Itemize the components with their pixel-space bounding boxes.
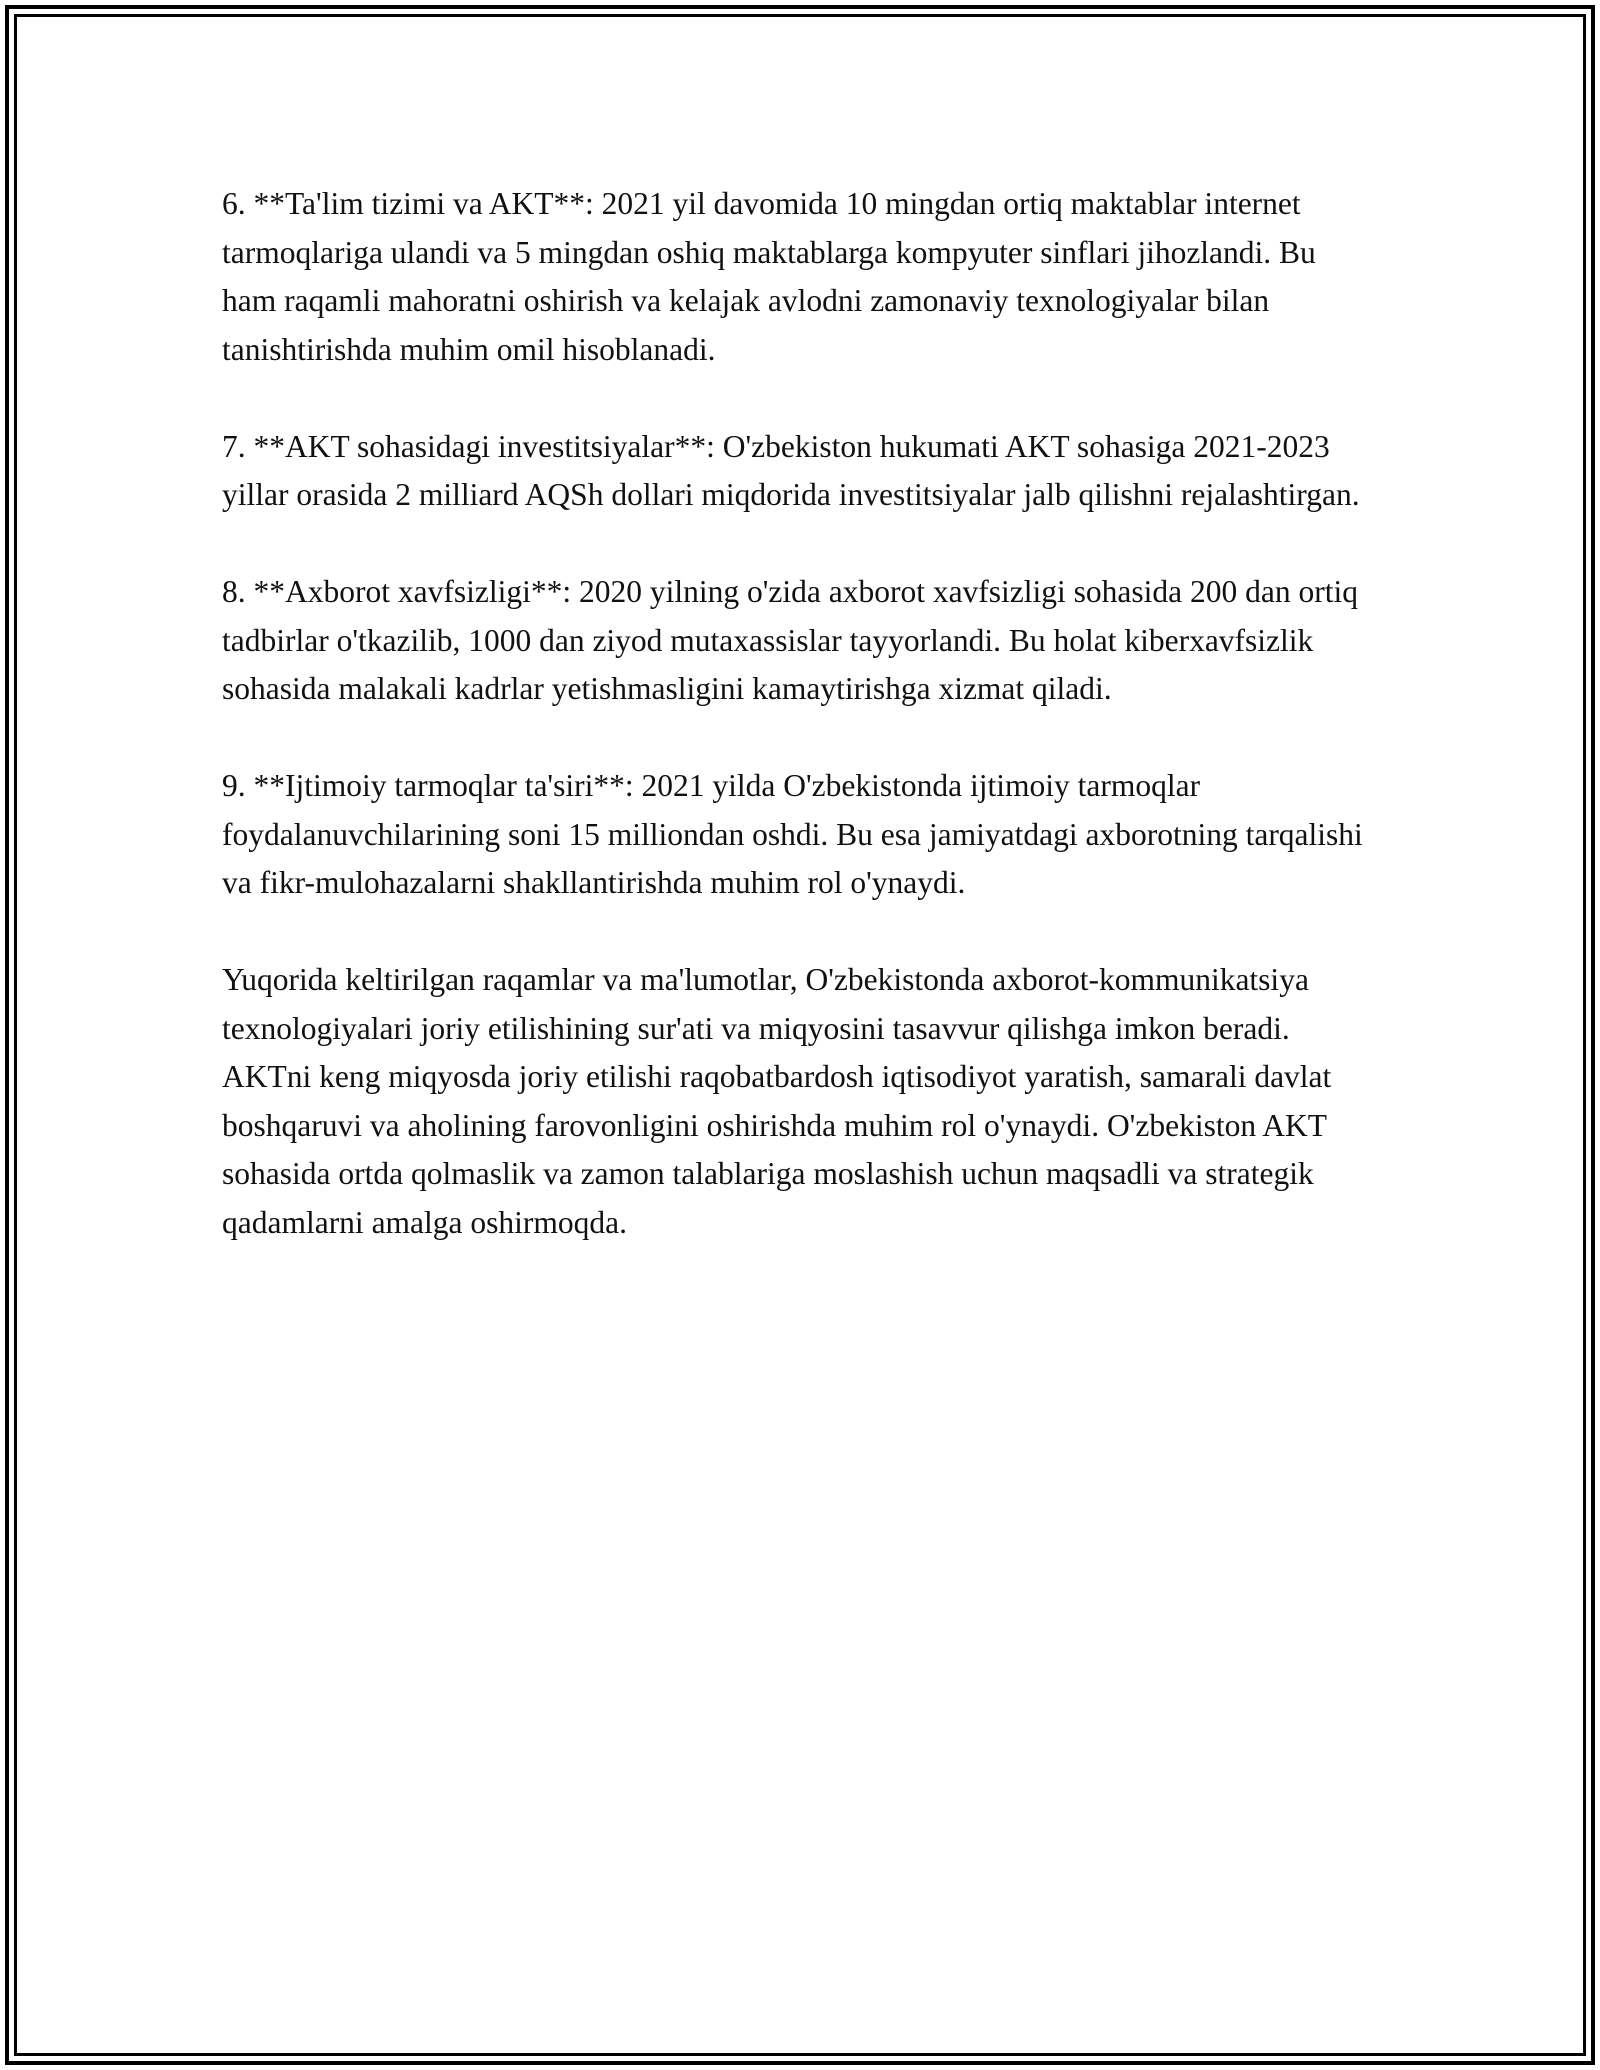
paragraph-item-7: 7. **AKT sohasidagi investitsiyalar**: O'zbekiston hukumati AKT sohasiga 2021-2023 yillar orasida 2 milliard AQSh dollari miqdorida investitsiyalar jalb qilishni rejalashtirgan.: [222, 428, 1360, 512]
document-body: [222, 180, 1372, 1296]
paragraph-item-9: 9. **Ijtimoiy tarmoqlar ta'siri**: 2021 yilda O'zbekistonda ijtimoiy tarmoqlar foydalanuvchilarining soni 15 milliondan oshdi. Bu esa jamiyatdagi axborotning tarqalishi va fikr-mulohazalarni shakllantirishda muhim rol o'ynaydi.: [222, 768, 1363, 900]
paragraph-item-6: 6. **Ta'lim tizimi va AKT**: 2021 yil davomida 10 mingdan ortiq maktablar internet tarmoqlariga ulandi va 5 mingdan oshiq maktablarga kompyuter sinflari jihozlandi. Bu ham raqamli mahoratni oshirish va kelajak avlodni zamonaviy texnologiyalar bilan tanishtirishda muhim omil hisoblanadi.: [222, 186, 1316, 367]
paragraph-item-8: 8. **Axborot xavfsizligi**: 2020 yilning o'zida axborot xavfsizligi sohasida 200 dan ortiq tadbirlar o'tkazilib, 1000 dan ziyod mutaxassislar tayyorlandi. Bu holat kiberxavfsizlik sohasida malakali kadrlar yetishmasligini kamaytirishga xizmat qiladi.: [222, 574, 1358, 706]
conclusion-paragraph: Yuqorida keltirilgan raqamlar va ma'lumotlar, O'zbekistonda axborot-kommunikatsiya texnologiyalari joriy etilishining sur'ati va miqyosini tasavvur qilishga imkon beradi. AKTni keng miqyosda joriy etilishi raqobatbardosh iqtisodiyot yaratish, samarali davlat boshqaruvi va aholining farovonligini oshirishda muhim rol o'ynaydi. O'zbekiston AKT sohasida ortda qolmaslik va zamon talablariga moslashish uchun maqsadli va strategik qadamlarni amalga oshirmoqda.: [222, 962, 1332, 1240]
